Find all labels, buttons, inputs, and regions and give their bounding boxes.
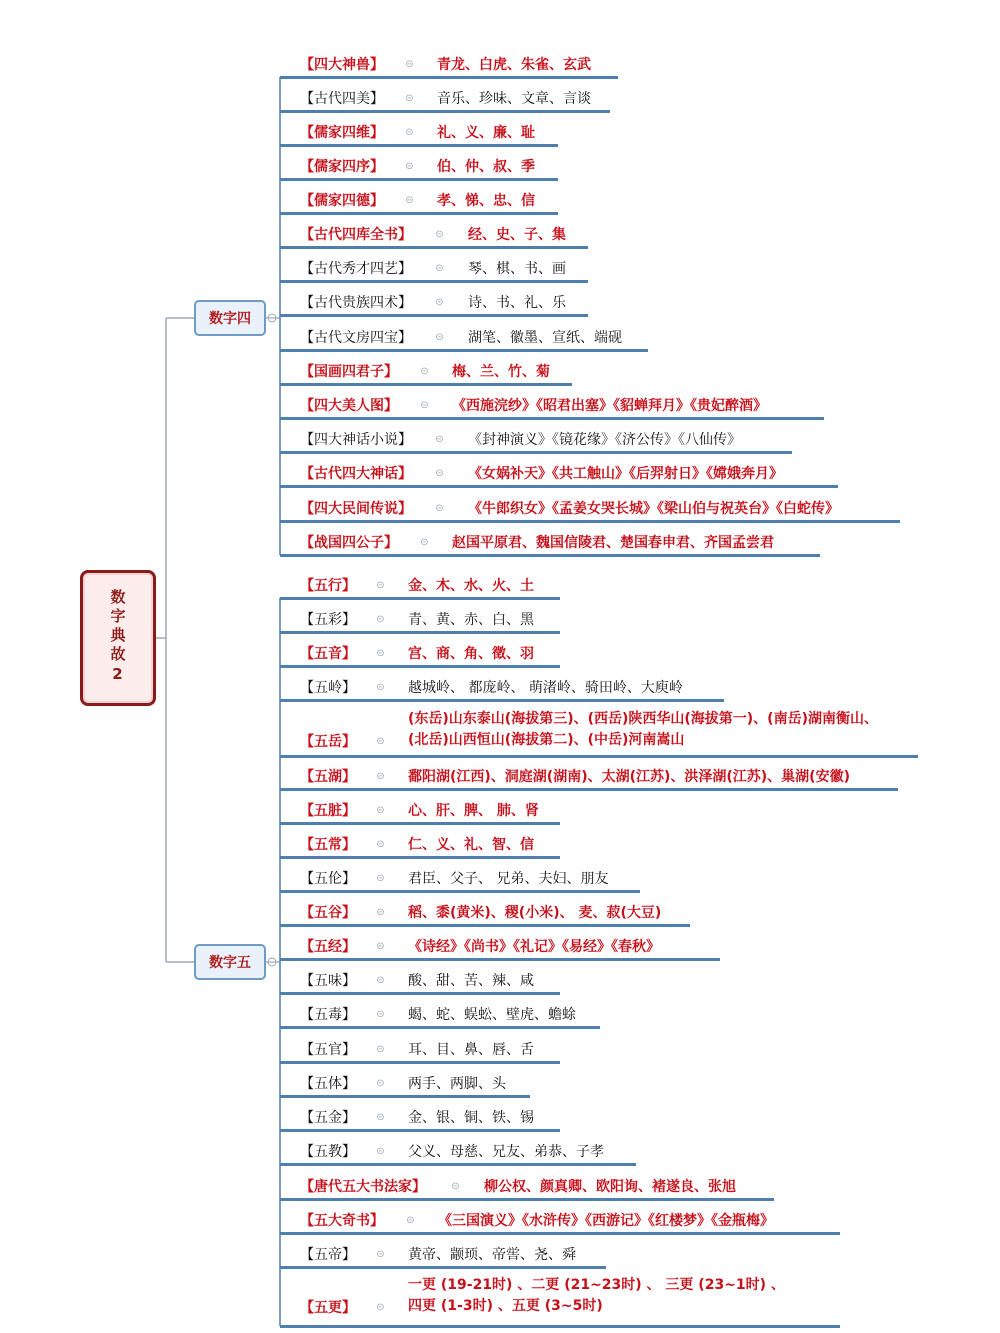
item-key[interactable]	[300, 1209, 384, 1231]
item-underline	[280, 1325, 840, 1328]
item-key[interactable]	[300, 1296, 356, 1318]
item-underline	[280, 822, 560, 825]
item-value-line-2: (北岳)山西恒山(海拔第二)、(中岳)河南嵩山	[408, 732, 685, 748]
collapse-icon[interactable]: ⊝	[376, 1111, 385, 1123]
collapse-icon[interactable]: ⊝	[376, 804, 385, 816]
item-underline	[280, 856, 560, 859]
item-key[interactable]	[300, 969, 356, 991]
item-key[interactable]	[300, 676, 356, 698]
item-underline	[280, 485, 838, 488]
item-key[interactable]	[300, 531, 398, 553]
collapse-icon[interactable]: ⊝	[405, 92, 414, 104]
collapse-icon[interactable]: ⊝	[376, 735, 385, 747]
item-key-label: 【五谷】	[300, 905, 356, 921]
collapse-icon[interactable]: ⊝	[435, 502, 444, 514]
collapse-icon[interactable]: ⊝	[405, 58, 414, 70]
branch-node-number-five[interactable]	[194, 944, 266, 980]
collapse-icon[interactable]: ⊝	[376, 770, 385, 782]
collapse-icon[interactable]: ⊝	[376, 1301, 385, 1313]
item-key[interactable]	[300, 223, 412, 245]
item-value: 孝、悌、忠、信	[437, 193, 535, 209]
item-value: 湖笔、徽墨、宣纸、端砚	[468, 330, 622, 346]
item-key[interactable]	[300, 394, 398, 416]
item-key[interactable]	[300, 121, 384, 143]
item-value: 礼、义、廉、耻	[437, 125, 535, 141]
item-key-label: 【五经】	[300, 939, 356, 955]
item-underline	[280, 349, 648, 352]
item-key-label: 【五帝】	[300, 1247, 356, 1263]
item-key-label: 【四大神兽】	[300, 57, 384, 73]
collapse-icon[interactable]: ⊝	[435, 331, 444, 343]
branch-label: 数字五	[209, 955, 251, 971]
item-value: 梅、兰、竹、菊	[452, 364, 550, 380]
item-value: 黄帝、颛顼、帝喾、尧、舜	[408, 1247, 576, 1263]
item-key[interactable]	[300, 901, 356, 923]
item-underline	[280, 665, 560, 668]
item-key[interactable]	[300, 257, 412, 279]
item-key-label: 【五脏】	[300, 803, 356, 819]
item-key[interactable]	[300, 53, 384, 75]
item-value: 赵国平原君、魏国信陵君、楚国春申君、齐国孟尝君	[452, 535, 774, 551]
collapse-icon[interactable]: ⊝	[435, 296, 444, 308]
item-value: 仁、义、礼、智、信	[408, 837, 534, 853]
item-key[interactable]	[300, 87, 384, 109]
item-underline	[280, 631, 560, 634]
item-key[interactable]	[300, 1003, 356, 1025]
item-key[interactable]	[300, 935, 356, 957]
item-key-label: 【四大民间传说】	[300, 501, 412, 517]
item-value: 稻、黍(黄米)、稷(小米)、 麦、菽(大豆)	[408, 905, 662, 921]
item-key[interactable]	[300, 833, 356, 855]
item-key-label: 【古代四库全书】	[300, 227, 412, 243]
item-value: 琴、棋、书、画	[468, 261, 566, 277]
root-node[interactable]	[80, 570, 156, 706]
item-key-label: 【五毒】	[300, 1007, 356, 1023]
item-key-label: 【五岭】	[300, 680, 356, 696]
item-key-label: 【五大奇书】	[300, 1213, 384, 1229]
item-key-label: 【五官】	[300, 1042, 356, 1058]
item-key-label: 【五味】	[300, 973, 356, 989]
branch-label: 数字四	[209, 311, 251, 327]
item-value: 金、木、水、火、土	[408, 578, 534, 594]
collapse-icon[interactable]: ⊝	[406, 1214, 415, 1226]
item-value: 柳公权、颜真卿、欧阳询、褚遂良、张旭	[484, 1179, 736, 1195]
item-key[interactable]	[300, 574, 356, 596]
item-key[interactable]	[300, 326, 412, 348]
collapse-icon[interactable]: ⊝	[376, 872, 385, 884]
item-underline	[280, 1266, 606, 1269]
item-value: 父义、母慈、兄友、弟恭、子孝	[408, 1144, 604, 1160]
item-value: 音乐、珍味、文章、言谈	[437, 91, 591, 107]
collapse-icon[interactable]: ⊝	[376, 1043, 385, 1055]
item-underline	[280, 554, 820, 557]
item-underline	[280, 755, 918, 758]
item-key-label: 【儒家四维】	[300, 125, 384, 141]
item-underline	[280, 144, 558, 147]
collapse-icon[interactable]: ⊝	[420, 399, 429, 411]
item-underline	[280, 417, 824, 420]
item-key[interactable]	[300, 291, 412, 313]
item-key[interactable]	[300, 360, 398, 382]
item-key-label: 【五金】	[300, 1110, 356, 1126]
item-key[interactable]	[300, 1072, 356, 1094]
item-key-label: 【古代贵族四术】	[300, 295, 412, 311]
collapse-icon[interactable]: ⊝	[376, 838, 385, 850]
item-key-label: 【古代四大神话】	[300, 466, 412, 482]
item-underline	[280, 1129, 560, 1132]
item-value: 青、黄、赤、白、黑	[408, 612, 534, 628]
item-key-label: 【五伦】	[300, 871, 356, 887]
collapse-icon[interactable]: ⊝	[376, 681, 385, 693]
collapse-icon[interactable]: ⊝	[420, 536, 429, 548]
item-key[interactable]	[300, 155, 384, 177]
item-underline	[280, 451, 792, 454]
item-underline	[280, 178, 558, 181]
collapse-icon[interactable]: ⊝	[376, 940, 385, 952]
collapse-icon[interactable]: ⊝	[376, 613, 385, 625]
item-value: 经、史、子、集	[468, 227, 566, 243]
item-underline	[280, 383, 572, 386]
item-value: 蝎、蛇、蜈蚣、壁虎、蟾蜍	[408, 1007, 576, 1023]
collapse-icon[interactable]: ⊝	[405, 160, 414, 172]
item-underline	[280, 890, 640, 893]
item-key-label: 【四大美人图】	[300, 398, 398, 414]
item-value-line-2: 四更 (1-3时) 、五更 (3~5时)	[408, 1298, 603, 1314]
item-key-label: 【五常】	[300, 837, 356, 853]
collapse-icon[interactable]: ⊝	[376, 974, 385, 986]
item-value: 耳、目、鼻、唇、舌	[408, 1042, 534, 1058]
collapse-icon[interactable]: ⊝	[376, 906, 385, 918]
item-key[interactable]	[300, 1106, 356, 1128]
item-underline	[280, 246, 588, 249]
item-key-label: 【古代秀才四艺】	[300, 261, 412, 277]
collapse-icon[interactable]: ⊝	[451, 1180, 460, 1192]
item-underline	[280, 992, 560, 995]
branch-node-number-four[interactable]	[194, 300, 266, 336]
root-node-label: 数字典故2	[108, 589, 127, 687]
item-key[interactable]	[300, 1038, 356, 1060]
item-value: 金、银、铜、铁、锡	[408, 1110, 534, 1126]
item-underline	[280, 212, 558, 215]
item-underline	[280, 1095, 530, 1098]
item-value: 君臣、父子、 兄弟、夫妇、朋友	[408, 871, 609, 887]
item-underline	[280, 1163, 636, 1166]
item-underline	[280, 76, 618, 79]
item-underline	[280, 1232, 840, 1235]
item-value: 《西施浣纱》《昭君出塞》《貂蝉拜月》《贵妃醉酒》	[452, 398, 767, 414]
collapse-icon[interactable]: ⊝	[435, 228, 444, 240]
item-underline	[280, 1026, 600, 1029]
item-value: 诗、书、礼、乐	[468, 295, 566, 311]
item-key-label: 【五教】	[300, 1144, 356, 1160]
item-key-label: 【五体】	[300, 1076, 356, 1092]
collapse-icon[interactable]: ⊝	[376, 1077, 385, 1089]
item-key[interactable]	[300, 428, 412, 450]
item-value: 青龙、白虎、朱雀、玄武	[437, 57, 591, 73]
item-key[interactable]	[300, 642, 356, 664]
item-value: 《三国演义》《水浒传》《西游记》《红楼梦》《金瓶梅》	[438, 1213, 774, 1229]
item-key-label: 【古代四美】	[300, 91, 384, 107]
collapse-icon[interactable]: ⊝	[405, 194, 414, 206]
item-value: 宫、商、角、徵、羽	[408, 646, 534, 662]
item-underline	[280, 1061, 560, 1064]
item-key[interactable]	[300, 730, 356, 752]
item-key[interactable]	[300, 765, 356, 787]
collapse-icon[interactable]: ⊝	[376, 647, 385, 659]
item-value: 《牛郎织女》《孟姜女哭长城》《梁山伯与祝英台》《白蛇传》	[468, 501, 839, 517]
item-underline	[280, 314, 588, 317]
item-value-line-1: (东岳)山东泰山(海拔第三)、(西岳)陕西华山(海拔第一)、(南岳)湖南衡山、	[408, 711, 878, 727]
item-key-label: 【五岳】	[300, 734, 356, 750]
item-value: 鄱阳湖(江西)、洞庭湖(湖南)、太湖(江苏)、洪泽湖(江苏)、巢湖(安徽)	[408, 769, 850, 785]
item-underline	[280, 280, 588, 283]
collapse-icon[interactable]: ⊝	[435, 262, 444, 274]
item-key-label: 【五更】	[300, 1300, 356, 1316]
collapse-icon[interactable]: ⊝	[376, 1145, 385, 1157]
item-key-label: 【四大神话小说】	[300, 432, 412, 448]
item-underline	[280, 1198, 774, 1201]
collapse-icon[interactable]: ⊝	[420, 365, 429, 377]
item-value: 《诗经》《尚书》《礼记》《易经》《春秋》	[408, 939, 660, 955]
item-value-line-1: 一更 (19-21时) 、二更 (21~23时) 、 三更 (23~1时) 、	[408, 1277, 785, 1293]
item-underline	[280, 520, 900, 523]
item-key[interactable]	[300, 462, 412, 484]
item-key-label: 【儒家四序】	[300, 159, 384, 175]
item-key-label: 【五湖】	[300, 769, 356, 785]
item-key[interactable]	[300, 799, 356, 821]
collapse-icon[interactable]: ⊝	[376, 579, 385, 591]
item-key[interactable]	[300, 867, 356, 889]
collapse-icon[interactable]: ⊝	[435, 467, 444, 479]
item-key[interactable]	[300, 189, 384, 211]
item-key[interactable]	[300, 1243, 356, 1265]
item-value: 《女娲补天》《共工触山》《后羿射日》《嫦娥奔月》	[468, 466, 783, 482]
item-value: 《封神演义》《镜花缘》《济公传》《八仙传》	[468, 432, 741, 448]
item-underline	[280, 110, 610, 113]
collapse-icon[interactable]: ⊝	[376, 1248, 385, 1260]
item-key[interactable]	[300, 1175, 426, 1197]
collapse-icon[interactable]: ⊝	[376, 1008, 385, 1020]
collapse-icon[interactable]: ⊝	[405, 126, 414, 138]
item-key[interactable]	[300, 608, 356, 630]
item-key-label: 【国画四君子】	[300, 364, 398, 380]
item-underline	[280, 699, 724, 702]
item-key[interactable]	[300, 1140, 356, 1162]
item-underline	[280, 788, 898, 791]
item-value: 酸、甜、苦、辣、咸	[408, 973, 534, 989]
item-underline	[280, 597, 560, 600]
item-key-label: 【五彩】	[300, 612, 356, 628]
item-value: 伯、仲、叔、季	[437, 159, 535, 175]
item-key-label: 【战国四公子】	[300, 535, 398, 551]
item-underline	[280, 924, 690, 927]
item-underline	[280, 958, 720, 961]
item-value: 越城岭、 都庞岭、 萌渚岭、骑田岭、大庾岭	[408, 680, 683, 696]
item-key-label: 【古代文房四宝】	[300, 330, 412, 346]
item-key-label: 【五行】	[300, 578, 356, 594]
item-key-label: 【五音】	[300, 646, 356, 662]
item-key[interactable]	[300, 497, 412, 519]
item-key-label: 【唐代五大书法家】	[300, 1179, 426, 1195]
item-value: 两手、两脚、头	[408, 1076, 506, 1092]
collapse-icon[interactable]: ⊝	[435, 433, 444, 445]
item-value: 心、肝、脾、 肺、肾	[408, 803, 539, 819]
item-key-label: 【儒家四德】	[300, 193, 384, 209]
